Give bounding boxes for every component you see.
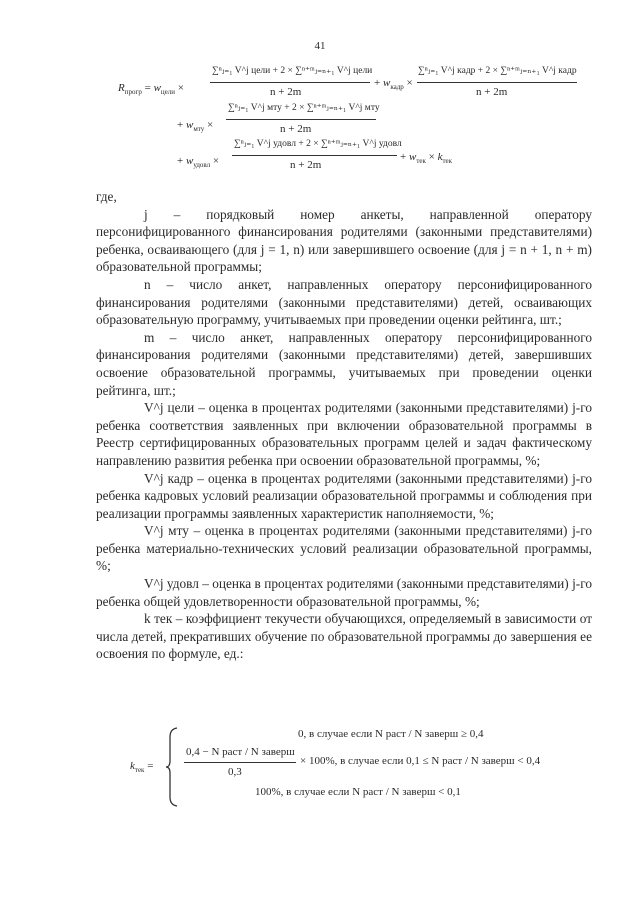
case-2-numerator: 0,4 − N раст / N заверш [186, 746, 295, 758]
paragraph: где, [96, 189, 117, 204]
denominator-mtu: n + 2m [280, 123, 312, 135]
page-number: 41 [314, 40, 326, 52]
paragraph: V^j мту – оценка в процентах родителями (законными представителями) j-го ребенка материально-технических условий реализации образовательной программы, %; [96, 523, 592, 574]
fraction-bar [232, 155, 397, 156]
numerator-celi: ∑ⁿⱼ₌₁ V^j цели + 2 × ∑ⁿ⁺ᵐⱼ₌ₙ₊₁ V^j цели [212, 66, 373, 76]
left-brace-icon [165, 727, 179, 807]
term-mtu: + $w_{мту}$ × [177, 119, 214, 133]
term-kadr: + $w_{кадр}$ × [374, 77, 413, 91]
paragraph: V^j цели – оценка в процентах родителями (законными представителями) j-го ребенка соответствия заявленных при включении образовательной программы в Реестр сертифицированных образовательных программ целей и задач фактическому направлению развития ребенка при освоении образовательной программы, %; [96, 400, 592, 468]
fraction-bar [210, 82, 370, 83]
paragraph: k тек – коэффициент текучести обучающихся, определяемый в зависимости от числа детей, прекративших обучение по образовательной программы до завершения ее освоения по формуле, ед.: [96, 611, 592, 662]
case-1: 0, в случае если N раст / N заверш ≥ 0,4 [298, 728, 484, 740]
term-udovl: + $w_{удовл}$ × [177, 155, 220, 169]
definitions-text [96, 188, 592, 663]
denominator-celi: n + 2m [270, 86, 302, 98]
formula-lhs: $R_{прогр} = w_{цели}$ × [118, 82, 184, 96]
paragraph: m – число анкет, направленных оператору персонифицированного финансирования родителями (законными представителями) детей, завершивших освоение образовательной программы, учитываемых при проведении оценки рейтинга, шт.; [96, 329, 592, 398]
fraction-bar [417, 82, 577, 83]
numerator-kadr: ∑ⁿⱼ₌₁ V^j кадр + 2 × ∑ⁿ⁺ᵐⱼ₌ₙ₊₁ V^j кадр [418, 66, 577, 76]
paragraph: V^j удовл – оценка в процентах родителями (законными представителями) j-го ребенка общей удовлетворенности образовательной программы, %; [96, 576, 592, 609]
fraction-bar [226, 119, 376, 120]
case-2-condition: × 100%, в случае если 0,1 ≤ N раст / N заверш < 0,4 [300, 755, 541, 767]
paragraph: j – порядковый номер анкеты, направленной оператору персонифицированного финансирования родителями (законными представителями) ребенка, осваивающего (для j = 1, n) или завершившего освоение (для j = n + 1, n + m) образовательной программы; [96, 206, 592, 275]
case-3: 100%, в случае если N раст / N заверш < 0,1 [255, 786, 461, 798]
paragraph: n – число анкет, направленных оператору персонифицированного финансирования родителями (законными представителями) детей, осваивающих образовательную программу, учитываемых при проведении оценки рейтинга, шт.; [96, 276, 592, 328]
paragraph: V^j кадр – оценка в процентах родителями (законными представителями) j-го ребенка кадровых условий реализации образовательной программы и соблюдения при реализации программы заявленных характеристик наполняемости, %; [96, 470, 592, 521]
denominator-kadr: n + 2m [476, 86, 508, 98]
numerator-udovl: ∑ⁿⱼ₌₁ V^j удовл + 2 × ∑ⁿ⁺ᵐⱼ₌ₙ₊₁ V^j удовл [234, 139, 402, 149]
term-tek: + $w_{тек} \times k_{тек}$ [400, 151, 453, 165]
case-2-denominator: 0,3 [228, 766, 242, 778]
numerator-mtu: ∑ⁿⱼ₌₁ V^j мту + 2 × ∑ⁿ⁺ᵐⱼ₌ₙ₊₁ V^j мту [228, 103, 380, 113]
k-tek-lhs: $k_{тек}$ = [130, 760, 154, 774]
fraction-bar [184, 762, 296, 763]
denominator-udovl: n + 2m [290, 159, 322, 171]
